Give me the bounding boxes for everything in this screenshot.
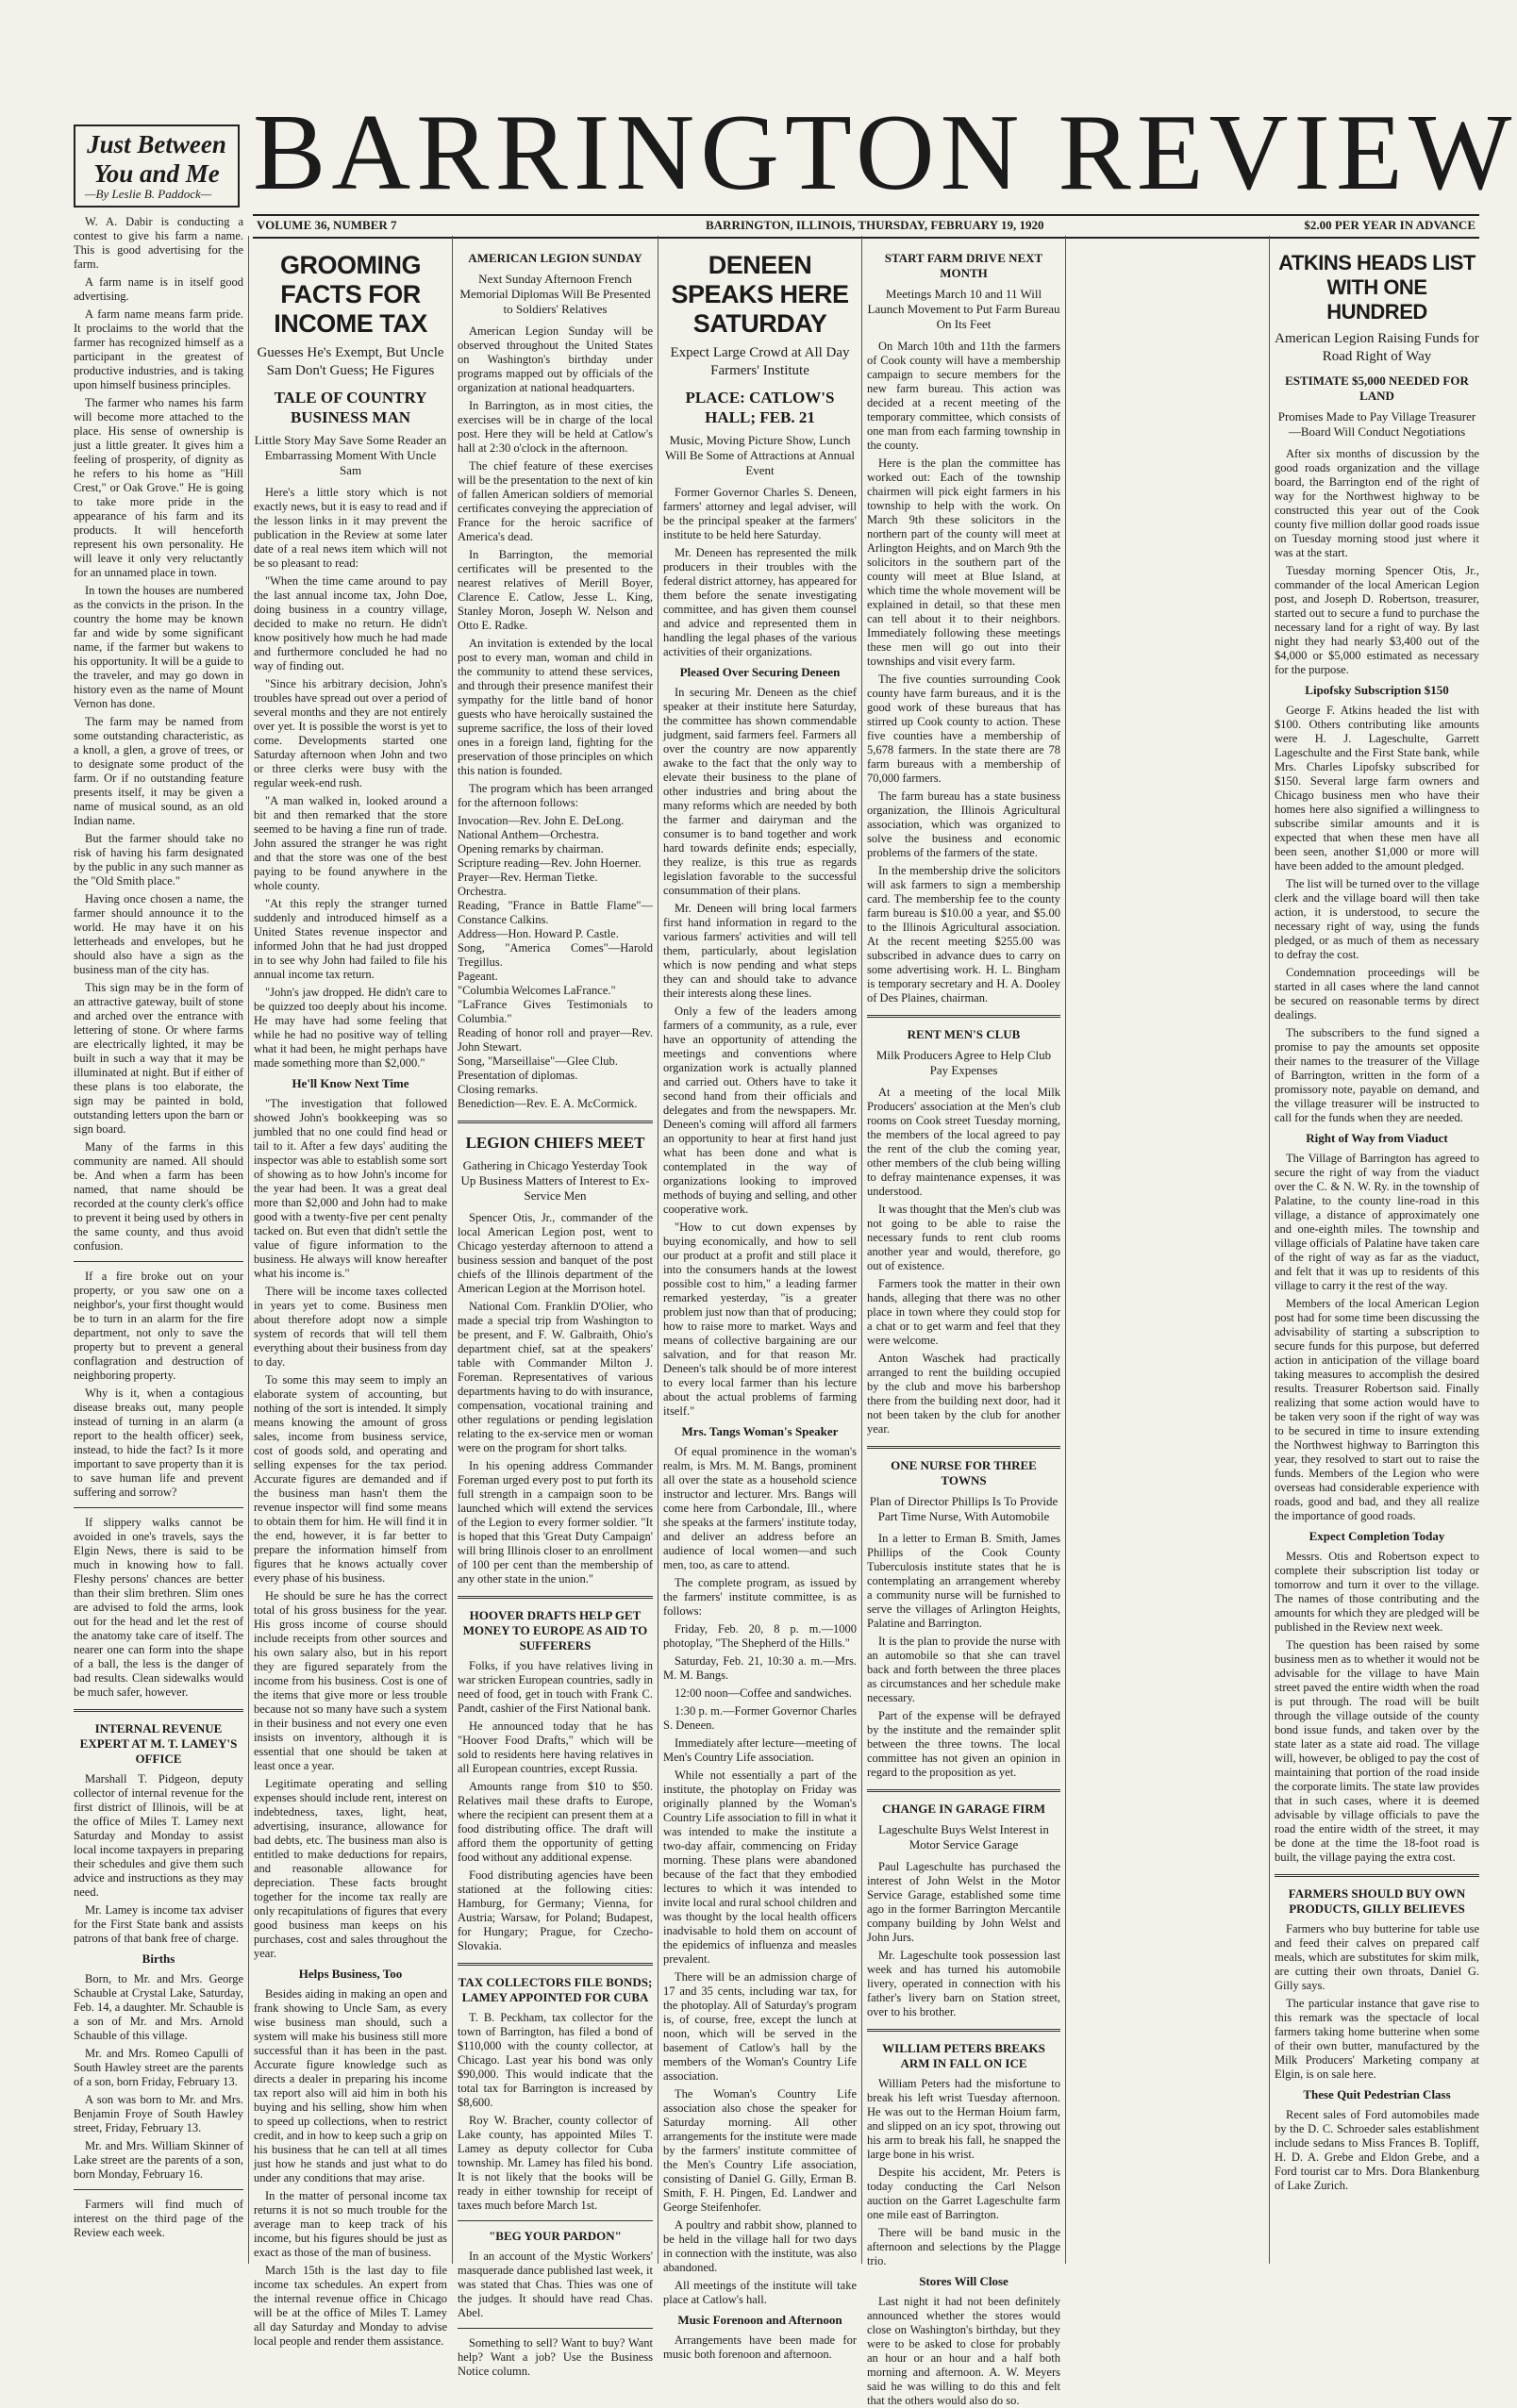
deneen-paragraph: "How to cut down expenses by buying economically, and how to sell our product at a profit and still place it into the consumers hands at the lowest possible cost to him," a leading farmer remarked yesterday, "is a greater problem just now than that of producing; how to raise more to market. Ways and means of collective bargaining are our salvation, and for that reason Mr. Deneen's talk should be of more interest to every local farmer than his lecture about the actual problems of farming itself." (663, 1221, 857, 1418)
income-tax-paragraph: "Since his arbitrary decision, John's troubles have spread out over a period of several months and they are not entirely over yet. It is possible the worst is yet to come. Developments started one Saturday afternoon when John and two or three clerks were busy with the regular week-end rush. (254, 677, 447, 789)
deneen-paragraph: There will be an admission charge of 17 and 35 cents, including war tax, for the photoplay. All of Saturday's program is, of course, free, except the lunch at noon, which will be served in the basement of Catlow's hall by the members of the Woman's Country Life association. (663, 1970, 857, 2083)
column-paragraph: W. A. Dabir is conducting a contest to give his farm a name. This is good advertising for the farm. (74, 215, 243, 271)
income-tax-paragraph: He should be sure he has the correct total of his gross business for the year. His gross income of course should include receipts from other sources and his own salary also, but in his report they are figured separately from the income from his business. Cost is one of the items that give more or less trouble because not so many have such a system in their business and not every one even insists on inventory, although it is essential that one should be taken at least once a year. (254, 1589, 447, 1772)
farm-drive-paragraph: Here is the plan the committee has worked out: Each of the township chairmen will pick eight farmers in his township to help with the work. On March 9th these solicitors in the northern part of the county will meet at Arlington Heights, and on March 9th the solicitors in the southern part of the county will meet at Blue Island, at which time the whole movement will be explained in detail, so that these men can tell about it to their neighbors. Immediately following these meetings these men will go out into their townships and visit every farm. (867, 457, 1060, 668)
program-item: "Columbia Welcomes LaFrance." (458, 984, 616, 997)
program-item: "LaFrance Gives Testimonials to Columbia." (458, 998, 653, 1025)
birth-notice: A son was born to Mr. and Mrs. Benjamin Froye of South Hawley street, Friday, February 13. (74, 2093, 243, 2134)
farm-drive-paragraph: In the membership drive the solicitors will ask farmers to sign a membership card. The membership fee to the county farm bureau is $10.00 a year, and $5.00 to the Illinois Agricultural association. At the recent meeting $255.00 was subscribed in advance dues to carry on some advertising work. H. L. Bingham is temporary secretary and H. A. Dooley of Des Plaines, chairman. (867, 864, 1060, 1005)
income-tax-paragraph: "John's jaw dropped. He didn't care to be quizzed too deeply about his income. He may have had some feeling that while he had no positive way of telling what it had been, he might perhaps have made something more than $2,000." (254, 986, 447, 1070)
column-paragraph: Why is it, when a contagious disease breaks out, many people instead of turning in an alarm (a report to the health officer) seek, instead, to hide the fact? Is it more important to save property than it is to save human life and prevent suffering and sorrow? (74, 1387, 243, 1499)
legion-chiefs-paragraph: National Com. Franklin D'Olier, who made a special trip from Washington to be present, and F. W. Galbraith, Ohio's department chief, sat at the speakers' table with Commander Milton J. Foreman. Representatives of various departments having to do with insurance, compensation, vocational training and other regulations or pending legislation relating to the ex-service men or woman were on the program for short talks. (458, 1300, 653, 1454)
legion-chiefs-paragraph: In his opening address Commander Foreman urged every post to put forth its full strength in a campaign soon to be launched which will extend the services of the Legion to every former soldier. "It is hoped that this 'Great Duty Campaign' will bring Illinois closer to an enrollment of 100 per cent than the membership of any other state in the union." (458, 1459, 653, 1586)
program-item: Benediction—Rev. E. A. McCormick. (458, 1097, 638, 1110)
program-item: Presentation of diplomas. (458, 1069, 578, 1082)
viaduct-headline: Right of Way from Viaduct (1306, 1131, 1448, 1145)
section-divider (74, 1507, 243, 1508)
program-item: Closing remarks. (458, 1083, 539, 1096)
subscription-price: $2.00 PER YEAR IN ADVANCE (1304, 218, 1475, 232)
section-divider (867, 1789, 1060, 1792)
column-paragraph: If slippery walks cannot be avoided in one's travels, says the Elgin News, there is said to be much in knowing how to fall. Fleshy persons' chances are better than their slim brethren. Slim ones are advised to fold the arms, look out for the head and let the rest of the anatomy take care of itself. The nearer one can form into the shape of a ball, the less is the danger of bad results. Clean sidewalks would be much safer, however. (74, 1516, 243, 1699)
column-paragraph: In town the houses are numbered as the convicts in the prison. In the country the home may be known far and wide by some significant name, if the farmer but wakens to his opportunity. It will be a guide to the traveler, and may go down in history even as the name of Mount Vernon has done. (74, 584, 243, 710)
income-tax-paragraph: "At this reply the stranger turned suddenly and introduced himself as a United States revenue inspector and informed John that he had just dropped in to see why John had failed to file his annual income tax return. (254, 897, 447, 981)
deneen-subhead-2: Music, Moving Picture Show, Lunch Will Be Some of Attractions at Annual Event (665, 433, 855, 477)
program-item: Opening remarks by chairman. (458, 842, 604, 855)
deneen-paragraph: In securing Mr. Deneen as the chief speaker at their institute here Saturday, the committee has shown commendable judgment, said farmers feel. Farmers all over the country are now apparently awake to the fact that the only way to elevate their business to the plane of other industries and bring about the many reforms which are needed by both the farmer and dairyman and the consumer is to band together and work hard towards definite ends; especially, they realize, is this true as regards legislation favorable to the successful consummation of their plans. (663, 686, 857, 897)
deneen-paragraph: The complete program, as issued by the farmers' institute committee, is as follows: (663, 1576, 857, 1618)
deneen-place: PLACE: CATLOW'S HALL; FEB. 21 (685, 389, 835, 426)
column-rule (861, 236, 862, 2264)
legion-chiefs-subhead: Gathering in Chicago Yesterday Took Up Business Matters of Interest to Ex-Service Men (460, 1158, 650, 1203)
income-tax-paragraph: March 15th is the last day to file income tax schedules. An expert from the internal revenue office in Chicago will be at the office of Miles T. Lamey all day Saturday and Monday to advise local people and render them assistance. (254, 2264, 447, 2348)
column-paragraph: A farm name is in itself good advertising. (74, 275, 243, 303)
birth-notice: Mr. and Mrs. William Skinner of Lake street are the parents of a son, born Monday, February 16. (74, 2139, 243, 2181)
income-tax-paragraph: Legitimate operating and selling expenses should include rent, interest on indebtedness, taxes, light, heat, advertising, insurance, allowance for bad debts, etc. The business man also is entitled to make deductions for repairs, and reasonable allowance for depreciation. These facts brought together for the income tax really are only recapitulations of figures that every good business man keeps on his purchases, cost and sales throughout the year. (254, 1777, 447, 1960)
womans-speaker-headline: Mrs. Tangs Woman's Speaker (681, 1424, 839, 1438)
estimate-headline: ESTIMATE $5,000 NEEDED FOR LAND (1285, 374, 1469, 403)
column-title-box (74, 125, 240, 208)
program-item: Reading of honor roll and prayer—Rev. John Stewart. (458, 1026, 653, 1054)
column-paragraph: If a fire broke out on your property, or you saw one on a neighbor's, your first thought would be to turn in an alarm for the fire department, not only to save the property but to prevent a general conflagration and destruction of neighboring property. (74, 1270, 243, 1382)
deneen-paragraph: Immediately after lecture—meeting of Men's Country Life association. (663, 1736, 857, 1764)
program-item: Invocation—Rev. John E. DeLong. (458, 814, 625, 827)
farm-drive-paragraph: The farm bureau has a state business organization, the Illinois Agricultural association, which was organized to solve the business and economic problems of the farmers of the state. (867, 789, 1060, 859)
section-divider (458, 2328, 653, 2329)
garage-paragraph: Paul Lageschulte has purchased the interest of John Welst in the Motor Service Garage, established some time ago in the former Barrington Mercantile company building by John Welst and John Jurs. (867, 1860, 1060, 1944)
income-tax-paragraph: To some this may seem to imply an elaborate system of accounting, but nothing of the sort is intended. It simply means knowing the amount of gross sales, income from business service, cost of goods sold, and operating and selling expenses for the tax period. Accurate figures are demanded and if the business man hasn't them the revenue inspector will find some means to obtain them for him. He will find it in the end, however, it is far better to prepare the information himself from figures that he knows actually cover every phase of his business. (254, 1373, 447, 1585)
column-1 (74, 215, 243, 2264)
column-rule (1065, 236, 1066, 2264)
hoover-paragraph: He announced today that he has "Hoover Food Drafts," which will be sold to residents here having relatives in all European countries, except Russia. (458, 1719, 653, 1775)
pardon-headline: "BEG YOUR PARDON" (489, 2229, 622, 2243)
hoover-headline: HOOVER DRAFTS HELP GET MONEY TO EUROPE AS AID TO SUFFERERS (462, 1608, 648, 1652)
rent-club-paragraph: Farmers took the matter in their own hands, alleging that there was no other place in town where they could stop for a chat or to get warm and feel that they were welcome. (867, 1277, 1060, 1347)
next-time-headline: He'll Know Next Time (292, 1076, 409, 1090)
income-tax-paragraph: "A man walked in, looked around a bit and then remarked that the store seemed to be having a fine run of trade. John assured the stranger he was right and that the store was one of the best paying to be found anywhere in the whole county. (254, 794, 447, 892)
completion-headline: Expect Completion Today (1309, 1529, 1445, 1543)
birth-notice: Born, to Mr. and Mrs. George Schauble at Crystal Lake, Saturday, Feb. 14, a daughter. Mr. Schauble is a son of Mr. and Mrs. Arnold Schauble of this village. (74, 1972, 243, 2042)
peters-paragraph: There will be band music in the afternoon and selections by the Plagge trio. (867, 2226, 1060, 2267)
country-business-subhead: Little Story May Save Some Reader an Embarrassing Moment With Uncle Sam (254, 433, 447, 477)
income-tax-paragraph: In the matter of personal income tax returns it is not so much trouble for the average man to keep track of his income, but his figures should be just as exact as those of the man of business. (254, 2189, 447, 2259)
deneen-paragraph: Of equal prominence in the woman's realm, is Mrs. M. M. Bangs, prominent all over the state as a household science instructor and lecturer. Mrs. Bangs will come here from Carbondale, Ill., where she speaks at the farmers' institute today, and deliver an address before an audience of local women—and such men, too, as care to attend. (663, 1445, 857, 1571)
revenue-paragraph: Mr. Lamey is income tax adviser for the First State bank and assists patrons of that bank free of charge. (74, 1903, 243, 1945)
program-list (458, 814, 653, 1111)
program-item: Song, "Marseillaise"—Glee Club. (458, 1055, 618, 1068)
want-ad-text: Something to sell? Want to buy? Want help? Want a job? Use the Business Notice column. (458, 2336, 653, 2378)
income-tax-paragraph: Besides aiding in making an open and frank showing to Uncle Sam, as every wise business man should, such a system will make his business still more successful than it has been in the past. Accurate figure knowledge such as directs a dealer in preparing his income tax report also will aid him in both his buying and his selling, show him when to speed up collections, when to restrict credit, and in how to keep such a grip on his business that he can tell at all times just how he stands and just what to do under any conditions that may arise. (254, 1987, 447, 2184)
volume-number: VOLUME 36, NUMBER 7 (257, 218, 397, 232)
section-divider (867, 1446, 1060, 1449)
column-paragraph: The farm may be named from some outstanding characteristic, as a knoll, a glen, a grove of trees, or to designate some product of the farm. Or if no outstanding feature presents itself, it may be given a name of musical sound, as an old Indian name. (74, 715, 243, 827)
column-3 (458, 245, 653, 2378)
legion-chiefs-headline: LEGION CHIEFS MEET (465, 1134, 645, 1152)
column-paragraph: But the farmer should take no risk of having his farm designated by the public in any such manner as the "Old Smith place." (74, 832, 243, 888)
section-divider (458, 1963, 653, 1966)
income-tax-paragraph: "The investigation that followed showed John's bookkeeping was so jumbled that no one could find head or tail to it. After a few days' auditing the inspector was able to establish some sort of showing as to how John's income for the year had been. It was a great deal more than $2,000 and John had to make good with a twenty-five per cent penalty tacked on. But even that didn't settle the value of figure information to the business. He always will know hereafter what his income is." (254, 1097, 447, 1280)
pedestrian-headline: These Quit Pedestrian Class (1303, 2087, 1451, 2101)
atkins-paragraph: Tuesday morning Spencer Otis, Jr., commander of the local American Legion post, and Joseph D. Robertson, treasurer, started out to secure a fund to purchase the necessary land for a right of way. By last night they had nearly $3,400 out of the $4,000 or $5,000 estimated as necessary for the purpose. (1275, 564, 1479, 676)
stores-close-paragraph: Last night it had not been definitely announced whether the stores would close on Washington's birthday, but they were to be asked to close for probably an hour or an hour and a half both morning and afternoon. A. W. Meyers said he was willing to do this and felt that the others would also do so. (867, 2295, 1060, 2407)
program-item: National Anthem—Orchestra. (458, 828, 599, 841)
revenue-paragraph: Marshall T. Pidgeon, deputy collector of internal revenue for the first district of Illinois, will be at the office of Miles T. Lamey next Saturday and Monday to assist local income taxpayers in preparing their schedules and give them such advice and instructions as they may need. (74, 1772, 243, 1899)
atkins-paragraph: Messrs. Otis and Robertson expect to complete their subscription list today or tomorrow and turn it over to the village. The names of those contributing and the amounts for which they are pledged will be published in the Review next week. (1275, 1550, 1479, 1634)
farm-drive-subhead: Meetings March 10 and 11 Will Launch Movement to Put Farm Bureau On Its Feet (867, 287, 1060, 331)
atkins-paragraph: After six months of discussion by the good roads organization and the village board, the Barrington end of the right of way for the Northwest highway to be constructed this year out of the Cook county five million dollar good roads issue on Tuesday morning stood just where it was at the start. (1275, 447, 1479, 559)
legion-sunday-paragraph: The chief feature of these exercises will be the presentation to the next of kin of fallen American soldiers of memorial certificates conveying the appreciation of France for the heroic sacrifice of America's dead. (458, 459, 653, 543)
section-divider (458, 2220, 653, 2221)
garage-subhead: Lageschulte Buys Welst Interest in Motor Service Garage (878, 1822, 1049, 1852)
section-divider (74, 2189, 243, 2190)
legion-sunday-subhead: Next Sunday Afternoon French Memorial Diplomas Will Be Presented to Soldiers' Relatives (459, 272, 651, 316)
income-tax-paragraph: Here's a little story which is not exactly news, but it is easy to read and if the lesson links in it may prevent the publication in the Review at some later date of a real news item which will not be so pleasant to read: (254, 486, 447, 570)
birth-notice: Mr. and Mrs. Romeo Capulli of South Hawley street are the parents of a son, born Friday, February 13. (74, 2047, 243, 2088)
atkins-paragraph: The list will be turned over to the village clerk and the village board will then take action, it is understood, to secure the necessary right of way, using the funds pledged, or as much of them as necessary to defray the cost. (1275, 877, 1479, 961)
column-2 (254, 245, 447, 2348)
column-footer-note: Farmers will find much of interest on the third page of the Review each week. (74, 2198, 243, 2239)
atkins-paragraph: Condemnation proceedings will be started in all cases where the land cannot be secured on reasonable terms by direct dealings. (1275, 966, 1479, 1021)
issue-date: BARRINGTON, ILLINOIS, THURSDAY, FEBRUARY 19, 1920 (706, 218, 1044, 232)
peters-paragraph: William Peters had the misfortune to break his left wrist Tuesday afternoon. He was out to the Herman Hoium farm, and slipped on an icy spot, throwing out his arm to break his fall, he snapped the large bone in his wrist. (867, 2077, 1060, 2161)
farm-drive-paragraph: On March 10th and 11th the farmers of Cook county will have a membership campaign to secure members for the new farm bureau. This action was decided at a recent meeting of the temporary committee, which consists of one man from each farming township in the county. (867, 340, 1060, 452)
program-item: Scripture reading—Rev. John Hoerner. (458, 856, 642, 870)
gilly-paragraph: The particular instance that gave rise to this remark was the spectacle of local farmers taking home butterine when some of their own butter, manufactured by the Milk Producers' Marketing company at Elgin, is on sale here. (1275, 1997, 1479, 2081)
deneen-paragraph: While not essentially a part of the institute, the photoplay on Friday was originally planned by the Woman's Country Life association to fill in what it was intended to make the institute a two-day affair, commencing on Friday morning. These plans were abandoned because of the fact that they embodied lectures to which it was intended to invite local and rural school children and was thought by the local health officers inadvisable to hold them on account of the epidemics of influenza and measles prevalent. (663, 1769, 857, 1966)
garage-paragraph: Mr. Lageschulte took possession last week and has turned his automobile livery, operated in connection with his father's livery barn on Station street, over to his brother. (867, 1949, 1060, 2018)
program-item: Pageant. (458, 970, 498, 983)
column-6 (1275, 245, 1479, 2264)
pardon-text: In an account of the Mystic Workers' masquerade dance published last week, it was stated that Chas. Thies was one of the judges. It should have read Chas. Abel. (458, 2250, 653, 2319)
country-business-headline: TALE OF COUNTRY BUSINESS MAN (274, 389, 427, 426)
pleased-headline: Pleased Over Securing Deneen (679, 665, 841, 679)
deneen-paragraph: 12:00 noon—Coffee and sandwiches. (675, 1686, 852, 1700)
section-divider (1275, 1874, 1479, 1877)
legion-sunday-paragraph: The program which has been arranged for the afternoon follows: (458, 782, 653, 809)
gilly-headline: FARMERS SHOULD BUY OWN PRODUCTS, GILLY BELIEVES (1288, 1886, 1466, 1916)
program-item: Prayer—Rev. Herman Tietke. (458, 871, 598, 884)
atkins-paragraph: The subscribers to the fund signed a promise to pay the amounts set opposite their names to the treasurer of the Village of Barrington, written in the form of a promissory note, payable on demand, and the village treasurer will be instructed to call for the funds when they are needed. (1275, 1026, 1479, 1124)
atkins-paragraph: George F. Atkins headed the list with $100. Others contributing like amounts were H. J. Lageschulte, Garrett Lageschulte and the First State bank, while Mrs. Charles Lipofsky subscribed for $150. Several large farm owners and Chicago business men who have their homes here also signified a willingness to subscribe similar amounts and it is expected that when these men have all been seen, another $1,000 or more will have been added to the amount pledged. (1275, 704, 1479, 872)
hoover-paragraph: Folks, if you have relatives living in war stricken European countries, sadly in need of food, get in touch with Frank C. Pandt, cashier of the First National bank. (458, 1659, 653, 1715)
nurse-paragraph: Part of the expense will be defrayed by the institute and the remainder split between the three towns. The local committee has not given an opinion in regard to the proposition as yet. (867, 1709, 1060, 1779)
farm-drive-headline: START FARM DRIVE NEXT MONTH (884, 251, 1043, 280)
deneen-paragraph: Former Governor Charles S. Deneen, farmers' attorney and legal adviser, will be the principal speaker at the farmers' institute to be held here Saturday. (663, 486, 857, 541)
rent-club-paragraph: At a meeting of the local Milk Producers' association at the Men's club rooms on Cook street Tuesday morning, the members of the local agreed to pay the rent of the club the coming year, other members of the club being willing to defray maintenance expenses, it was understood. (867, 1086, 1060, 1198)
legion-sunday-paragraph: In Barrington, the memorial certificates will be presented to the nearest relatives of Merill Boyer, Clarence E. Catlow, Jesse L. King, Stanley Moron, Joseph W. Nelson and Otto E. Radke. (458, 548, 653, 632)
section-divider (74, 1261, 243, 1262)
atkins-subhead: American Legion Raising Funds for Road Right of Way (1275, 331, 1479, 364)
deneen-paragraph: Friday, Feb. 20, 8 p. m.—1000 photoplay, "The Shepherd of the Hills." (663, 1622, 857, 1650)
section-divider (458, 1121, 653, 1123)
rent-club-paragraph: It was thought that the Men's club was not going to be able to raise the necessary funds to rent club rooms another year and would, therefore, go out of existence. (867, 1203, 1060, 1272)
column-rule (248, 236, 249, 2264)
tax-collectors-paragraph: T. B. Peckham, tax collector for the town of Barrington, has filed a bond of $110,000 with the county collector, at Chicago. Last year his bond was only $90,000. This would indicate that the total tax for Barrington is increased by $8,600. (458, 2011, 653, 2109)
legion-chiefs-paragraph: Spencer Otis, Jr., commander of the local American Legion post, went to Chicago yesterday afternoon to attend a business session and banquet of the post chiefs of the Illinois department of the American Legion at the Morrison hotel. (458, 1211, 653, 1295)
estimate-subhead: Promises Made to Pay Village Treasurer—Board Will Conduct Negotiations (1277, 409, 1476, 439)
deneen-paragraph: Only a few of the leaders among farmers of a community, as a rule, ever have an opportunity of attending the meetings and conventions where organization work is actually planned and carried out. Others have to take it second hand from their officials and delegates and from the newspapers. Mr. Deneen's coming will afford all farmers an opportunity to hear at first hand just what has been done and what is contemplated in the way of organizations looking to improved methods of buying and selling, and other cooperative work. (663, 1005, 857, 1216)
column-5 (867, 245, 1060, 2407)
nurse-subhead: Plan of Director Phillips Is To Provide Part Time Nurse, With Automobile (869, 1494, 1059, 1523)
hoover-paragraph: Food distributing agencies have been stationed at the following cities: Hamburg, for Germany; Vienna, for Austria; Warsaw, for Poland; Budapest, for Hungary; Prague, for Czecho-Slovakia. (458, 1868, 653, 1952)
income-tax-paragraph: There will be income taxes collected in years yet to come. Business men about therefore adopt now a simple system of records that will tell them everything about their business from day to day. (254, 1285, 447, 1369)
atkins-headline: ATKINS HEADS LIST WITH ONE HUNDRED (1278, 251, 1475, 324)
deneen-subhead: Expect Large Crowd at All Day Farmers' Institute (670, 345, 850, 378)
atkins-paragraph: Members of the local American Legion post had for some time been discussing the advisability of starting a subscription to secure funds for this purpose, but deferred action in anticipation of the village board taking measures to accomplish the desired results. Treasurer Robertson said. Finally realizing that some action would have to be taken very soon if the right of way was to be secured in time to insure extending the Northwest highway to Barrington this year, they resolved to start out to raise the funds. Members of the Legion who were overseas had considerable experience with roads, good and bad, and they all realize the importance of good roads. (1275, 1297, 1479, 1522)
music-headline: Music Forenoon and Afternoon (677, 2313, 842, 2327)
lipofsky-headline: Lipofsky Subscription $150 (1305, 683, 1449, 697)
deneen-paragraph: Saturday, Feb. 21, 10:30 a. m.—Mrs. M. M. Bangs. (663, 1654, 857, 1682)
program-item: Song, "America Comes"—Harold Tregillus. (458, 941, 653, 969)
legion-sunday-headline: AMERICAN LEGION SUNDAY (468, 251, 642, 265)
deneen-paragraph: The Woman's Country Life association also chose the speaker for Saturday morning. All other arrangements for the institute were made by the farmers' institute committee of the Men's Country Life association, consisting of Daniel G. Gilly, Erman B. Smith, F. H. Pingen, Ed. Landwer and George Steifenhofer. (663, 2087, 857, 2214)
section-divider (74, 1709, 243, 1712)
legion-sunday-paragraph: An invitation is extended by the local post to every man, woman and child in the community to attend these services, and through their presence manifest their sympathy for the little band of honor guests who have heroically sustained the supreme sacrifice, the loss of their loved ones in a foreign land, fighting for the preservation of those principles on which this nation is founded. (458, 637, 653, 777)
income-tax-headline: GROOMING FACTS FOR INCOME TAX (274, 251, 427, 338)
column-5b (1071, 245, 1264, 2264)
tax-collectors-paragraph: Roy W. Bracher, county collector of Lake county, has appointed Miles T. Lamey as deputy collector for Cuba township. Mr. Lamey has filed his bond. It is not likely that the books will be ready in either township for receipt of taxes much before March 1st. (458, 2114, 653, 2212)
deneen-paragraph: 1:30 p. m.—Former Governor Charles S. Deneen. (663, 1704, 857, 1732)
column-paragraph: Many of the farms in this community are named. All should be. And when a farm has been named, that name should be recorded at the county clerk's office to prevent it being used by others in the same county, and thus avoid confusion. (74, 1140, 243, 1253)
atkins-paragraph: The question has been raised by some business men as to whether it would not be advisable for the village to have Main street paved the entire width when the road is put through. The road will be built through the village outside of the county bond issue funds, and taken over by the state later as a state aid road. The village will, however, be obliged to pay the cost of maintaining that portion of the road inside the corporate limits. The state law provides that in such cases, where it is deemed advisable by village officials to pave the road the entire width of the street, it may be done at the time the 18-foot road is built, the village paying the extra cost. (1275, 1638, 1479, 1864)
column-4 (663, 245, 857, 2361)
section-divider (867, 1015, 1060, 1018)
legion-sunday-paragraph: In Barrington, as in most cities, the exercises will be in charge of the local post. Here they will be held at Catlow's hall at 2:30 o'clock in the afternoon. (458, 399, 653, 455)
peters-headline: WILLIAM PETERS BREAKS ARM IN FALL ON ICE (882, 2041, 1045, 2070)
program-item: Address—Hon. Howard P. Castle. (458, 927, 619, 940)
section-divider (458, 1596, 653, 1599)
atkins-paragraph: The Village of Barrington has agreed to secure the right of way from the viaduct over the C. & N. W. Ry. in the township of Palatine, to the county line-road in this village, a distance of approximately one and one-eighth miles. The township and village officials of Palatine have taken care of the right of way as far as the viaduct, and felt that it was up to residents of this village to carry it the rest of the way. (1275, 1152, 1479, 1292)
column-rule (1269, 236, 1270, 2264)
pedestrian-paragraph: Recent sales of Ford automobiles made by the D. C. Schroeder sales establishment include sedans to Miss Frances B. Topliff, H. D. A. Grebe and Eldon Grebe, and a Ford tourist car to Mrs. Dora Blankenburg of Lake Zurich. (1275, 2108, 1479, 2192)
stores-close-headline: Stores Will Close (919, 2274, 1009, 2288)
tax-collectors-headline: TAX COLLECTORS FILE BONDS; LAMEY APPOINTED FOR CUBA (458, 1975, 653, 2004)
deneen-paragraph: Mr. Deneen has represented the milk producers in their troubles with the federal district attorney, has appeared for them before the senate investigating committee, and has given them counsel and advice and represented them in handling the legal phases of the various activities of their organizations. (663, 546, 857, 658)
legion-sunday-paragraph: American Legion Sunday will be observed throughout the United States on Washington's birthday under programs mapped out by officials of the organization at national headquarters. (458, 324, 653, 394)
dateline-bar (253, 214, 1479, 239)
deneen-paragraph: Arrangements have been made for music both forenoon and afternoon. (663, 2333, 857, 2361)
income-tax-paragraph: "When the time came around to pay the last annual income tax, John Doe, doing business in a country village, decided to make no return. He didn't know positively how much he had made and furthermore concluded he had no way of finding out. (254, 574, 447, 673)
peters-paragraph: Despite his accident, Mr. Peters is today conducting the Carl Nelson auction on the Garret Lageschulte farm one mile east of Barrington. (867, 2166, 1060, 2221)
deneen-headline: DENEEN SPEAKS HERE SATURDAY (671, 251, 849, 338)
column-title: Just Between You and Me (87, 130, 226, 188)
births-headline: Births (142, 1951, 175, 1966)
nurse-paragraph: It is the plan to provide the nurse with an automobile so that she can travel back and forth between the three places as circumstances and her schedule make necessary. (867, 1635, 1060, 1704)
section-divider (867, 2029, 1060, 2032)
farm-drive-paragraph: The five counties surrounding Cook county have farm bureaus, and it is the good work of these bureaus that has stirred up Cook county to action. These five counties have a membership of 5,678 farmers. In the state there are 78 farm bureaus with a membership of 70,000 farmers. (867, 673, 1060, 785)
column-paragraph: This sign may be in the form of an attractive gateway, built of stone and arched over the entrance with lettering of stone. Or where farms are electrically lighted, it may be built in such a way that it may be illuminated at night. But if either of these plans is too elaborate, the sign may be painted in bold, outstanding letters upon the barn or sign board. (74, 981, 243, 1136)
deneen-paragraph: Mr. Deneen will bring local farmers first hand information in regard to the various farmers' activities and will tell them, particularly, about legislation which is now pending and what steps they can and should take to advance their interests along these lines. (663, 902, 857, 1000)
revenue-expert-headline: INTERNAL REVENUE EXPERT AT M. T. LAMEY'S OFFICE (79, 1721, 238, 1766)
column-rule (452, 236, 453, 2264)
rent-club-subhead: Milk Producers Agree to Help Club Pay Expenses (875, 1048, 1052, 1077)
deneen-paragraph: All meetings of the institute will take place at Catlow's hall. (663, 2279, 857, 2306)
gilly-paragraph: Farmers who buy butterine for table use and feed their calves on prepared calf meals, which are substitutes for skim milk, are cutting their own throats, Daniel G. Gilly says. (1275, 1922, 1479, 1992)
nurse-paragraph: In a letter to Erman B. Smith, James Phillips of the Cook County Tuberculosis institute states that he is contemplating an arrangement whereby a community nurse will be furnished to serve the villages of Arlington Heights, Palatine and Barrington. (867, 1532, 1060, 1630)
garage-headline: CHANGE IN GARAGE FIRM (882, 1802, 1045, 1816)
program-item: Orchestra. (458, 885, 507, 898)
rent-club-headline: RENT MEN'S CLUB (907, 1027, 1021, 1041)
deneen-paragraph: A poultry and rabbit show, planned to be held in the village hall for two days in connection with the institute, was also abandoned. (663, 2218, 857, 2274)
column-byline: —By Leslie B. Paddock— (85, 187, 212, 201)
column-paragraph: Having once chosen a name, the farmer should announce it to the world. He may have it on his letterheads and envelopes, but he should also have a sign as the business man of the city has. (74, 892, 243, 976)
column-paragraph: A farm name means farm pride. It proclaims to the world that the farmer has recognized himself as a participant in the greatest of productive industries, and is taking upon himself business principles. (74, 307, 243, 391)
masthead-title: BARRINGTON REVIEW (253, 92, 1517, 213)
income-tax-subhead: Guesses He's Exempt, But Uncle Sam Don't Guess; He Figures (257, 345, 444, 378)
column-paragraph: The farmer who names his farm will become more attached to the place. His sense of ownership is just a little greater. It gives him a feeling of prosperity, of dignity as he refers to his home as "Hill Crest," or Oak Grove." He is going to take more pride in the appearance of his farm and its products. It will henceforth represent his own personality. He will leave it only very reluctantly for an unnamed place in town. (74, 396, 243, 579)
hoover-paragraph: Amounts range from $10 to $50. Relatives mail these drafts to Europe, where the recipient can present them at a food distributing office. The draft will afford them the opportunity of getting food without any additional expense. (458, 1780, 653, 1864)
program-item: Reading, "France in Battle Flame"—Constance Calkins. (458, 899, 653, 926)
rent-club-paragraph: Anton Waschek had practically arranged to rent the building occupied by the club and move his barbershop there from the building next door, had it not been taken by the club for another year. (867, 1352, 1060, 1436)
helps-business-headline: Helps Business, Too (298, 1967, 403, 1981)
nurse-headline: ONE NURSE FOR THREE TOWNS (891, 1458, 1037, 1487)
